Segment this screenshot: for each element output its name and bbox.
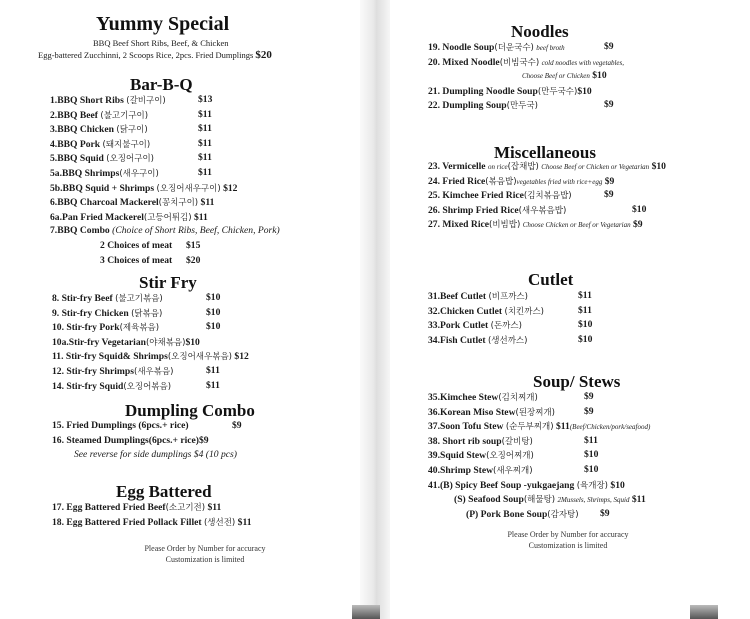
list-item[interactable]: 1.BBQ Short Ribs (갈비구이) $13 — [50, 94, 213, 106]
list-item[interactable]: 2.BBQ Beef (불고기구이) $11 — [50, 108, 212, 121]
yummy-special-line2: Egg-battered Zucchinni, 2 Scoops Rice, 2pcs. Fried Dumplings $20 — [38, 49, 272, 61]
list-item[interactable]: 6.BBQ Charcoal Mackerel(꽁치구이) $11 — [50, 197, 215, 209]
dumpling-side-note: See reverse for side dumplings $4 (10 pcs) — [74, 449, 237, 461]
dumpling-list — [52, 420, 362, 464]
list-item[interactable]: 10a.Stir-fry Vegetarian(야채볶음)$10 — [52, 336, 200, 348]
cutlet-list — [428, 290, 743, 348]
yummy-special-title: Yummy Special — [96, 13, 230, 35]
list-item[interactable]: 32.Chicken Cutlet (치킨까스) $11 — [428, 304, 592, 317]
list-item[interactable]: 18. Egg Battered Fried Pollack Fillet (생선전) $11 — [52, 516, 252, 528]
list-item[interactable]: 23. Vermicelle on rice(잡채밥) Choose Beef or Chicken or Vegetarian $10 — [428, 161, 666, 172]
bbq-combo-note: (Choice of Short Ribs, Beef, Chicken, Pork) — [112, 225, 280, 237]
list-item[interactable]: 19. Noodle Soup(더운국수) beef broth $9 — [428, 41, 614, 53]
egg-battered-section-title: Egg Battered — [116, 482, 212, 501]
list-item[interactable]: 15. Fried Dumplings (6pcs.+ rice) $9 — [52, 420, 242, 431]
list-item[interactable]: 16. Steamed Dumplings(6pcs.+ rice)$9 — [52, 434, 209, 446]
list-item[interactable]: (S) Seafood Soup(해물탕) 2Mussels, Shrimps, Squid $11 — [454, 494, 646, 506]
list-item[interactable]: 26. Shrimp Fried Rice(새우볶음밥) $10 — [428, 203, 647, 216]
yummy-special-line1: BBQ Beef Short Ribs, Beef, & Chicken — [93, 38, 229, 48]
list-item[interactable]: 36.Korean Miso Stew(된장찌개) $9 — [428, 405, 594, 418]
list-item[interactable]: 35.Kimchee Stew(김치찌개) $9 — [428, 391, 594, 403]
list-item[interactable]: 5.BBQ Squid (오징어구이) $11 — [50, 152, 212, 165]
list-item[interactable]: 34.Fish Cutlet (생선까스) $10 — [428, 333, 593, 346]
list-item[interactable]: 24. Fried Rice(볶음밥)vegetables fried with rice+egg $9 — [428, 175, 615, 187]
list-item[interactable]: 17. Egg Battered Fried Beef(소고기전) $11 — [52, 502, 222, 513]
right-order-notice: Please Order by Number for accuracy Customization is limited — [507, 530, 629, 550]
stir-fry-list — [52, 292, 362, 394]
list-item[interactable]: 37.Soon Tofu Stew (순두부찌개) $11(Beef/Chicken/pork/seafood) — [428, 421, 651, 433]
noodles-list — [428, 41, 743, 114]
list-item[interactable]: (P) Pork Bone Soup(감자탕) $9 — [466, 507, 610, 520]
list-item[interactable]: 5b.BBQ Squid + Shrimps (오징어새우구이) $12 — [50, 182, 238, 194]
soup-stews-section-title: Soup/ Stews — [533, 372, 621, 391]
list-item[interactable]: 38. Short rib soup(갈비탕) $11 — [428, 434, 598, 447]
left-order-notice: Please Order by Number for accuracy Customization is limited — [144, 544, 266, 564]
miscellaneous-section-title: Miscellaneous — [494, 143, 596, 162]
egg-battered-list — [52, 501, 362, 530]
list-item[interactable]: 27. Mixed Rice(비빔밥) Choose Chicken or Beef or Vegetarian $9 — [428, 219, 643, 231]
list-item[interactable]: 40.Shrimp Stew(새우찌개) $10 — [428, 463, 599, 476]
list-item[interactable]: 33.Pork Cutlet (돈까스) $10 — [428, 319, 593, 332]
soup-stews-list — [428, 391, 743, 522]
list-item[interactable]: 25. Kimchee Fried Rice(김치볶음밥) $9 — [428, 189, 614, 202]
list-item[interactable]: 39.Squid Stew(오징어찌개) $10 — [428, 449, 599, 462]
list-item[interactable]: 22. Dumpling Soup(만두국) $9 — [428, 99, 614, 112]
list-item[interactable]: 21. Dumpling Noodle Soup(만두국수)$10 — [428, 85, 592, 97]
list-item[interactable]: 9. Stir-fry Chicken (닭볶음) $10 — [52, 306, 221, 319]
miscellaneous-list — [428, 160, 743, 233]
page-fold — [360, 0, 390, 619]
bbq-list — [50, 94, 360, 269]
list-item[interactable]: 5a.BBQ Shrimps(새우구이) $11 — [50, 166, 212, 179]
list-item[interactable]: 2 Choices of meat $15 — [100, 239, 201, 251]
noodles-section-title: Noodles — [511, 22, 569, 41]
list-item[interactable]: 20. Mixed Noodle(비빔국수) cold noodles with vegetables, — [428, 56, 625, 68]
list-item[interactable]: 31.Beef Cutlet (비프까스) $11 — [428, 290, 592, 302]
dumpling-combo-section-title: Dumpling Combo — [125, 401, 255, 420]
binder-clip-right — [690, 605, 718, 619]
bbq-section-title: Bar-B-Q — [130, 75, 193, 94]
list-item[interactable]: 14. Stir-fry Squid(오징어볶음) $11 — [52, 379, 220, 392]
cutlet-section-title: Cutlet — [528, 270, 574, 289]
list-item[interactable]: 3.BBQ Chicken (닭구이) $11 — [50, 123, 212, 136]
list-item[interactable]: 11. Stir-fry Squid& Shrimps(오징어새우볶음) $12 — [52, 351, 249, 363]
list-item[interactable]: 8. Stir-fry Beef (불고기볶음) $10 — [52, 292, 221, 304]
binder-clip-left — [352, 605, 380, 619]
list-item-continued: Choose Beef or Chicken $10 — [522, 70, 607, 82]
list-item[interactable]: 3 Choices of meat $20 — [100, 254, 201, 266]
stir-fry-section-title: Stir Fry — [139, 273, 197, 292]
list-item[interactable]: 7.BBQ Combo (Choice of Short Ribs, Beef, Chicken, Pork) — [50, 225, 280, 237]
list-item[interactable]: 4.BBQ Pork (돼지불구이) $11 — [50, 137, 212, 150]
yummy-special-price: $20 — [255, 49, 272, 61]
list-item[interactable]: 41.(B) Spicy Beef Soup -yukgaejang (육개장) $10 — [428, 479, 625, 491]
list-item[interactable]: 10. Stir-fry Pork(제육볶음) $10 — [52, 321, 221, 334]
list-item[interactable]: 6a.Pan Fried Mackerel(고등어튀김) $11 — [50, 211, 208, 223]
list-item[interactable]: 12. Stir-fry Shrimps(새우볶음) $11 — [52, 364, 220, 377]
